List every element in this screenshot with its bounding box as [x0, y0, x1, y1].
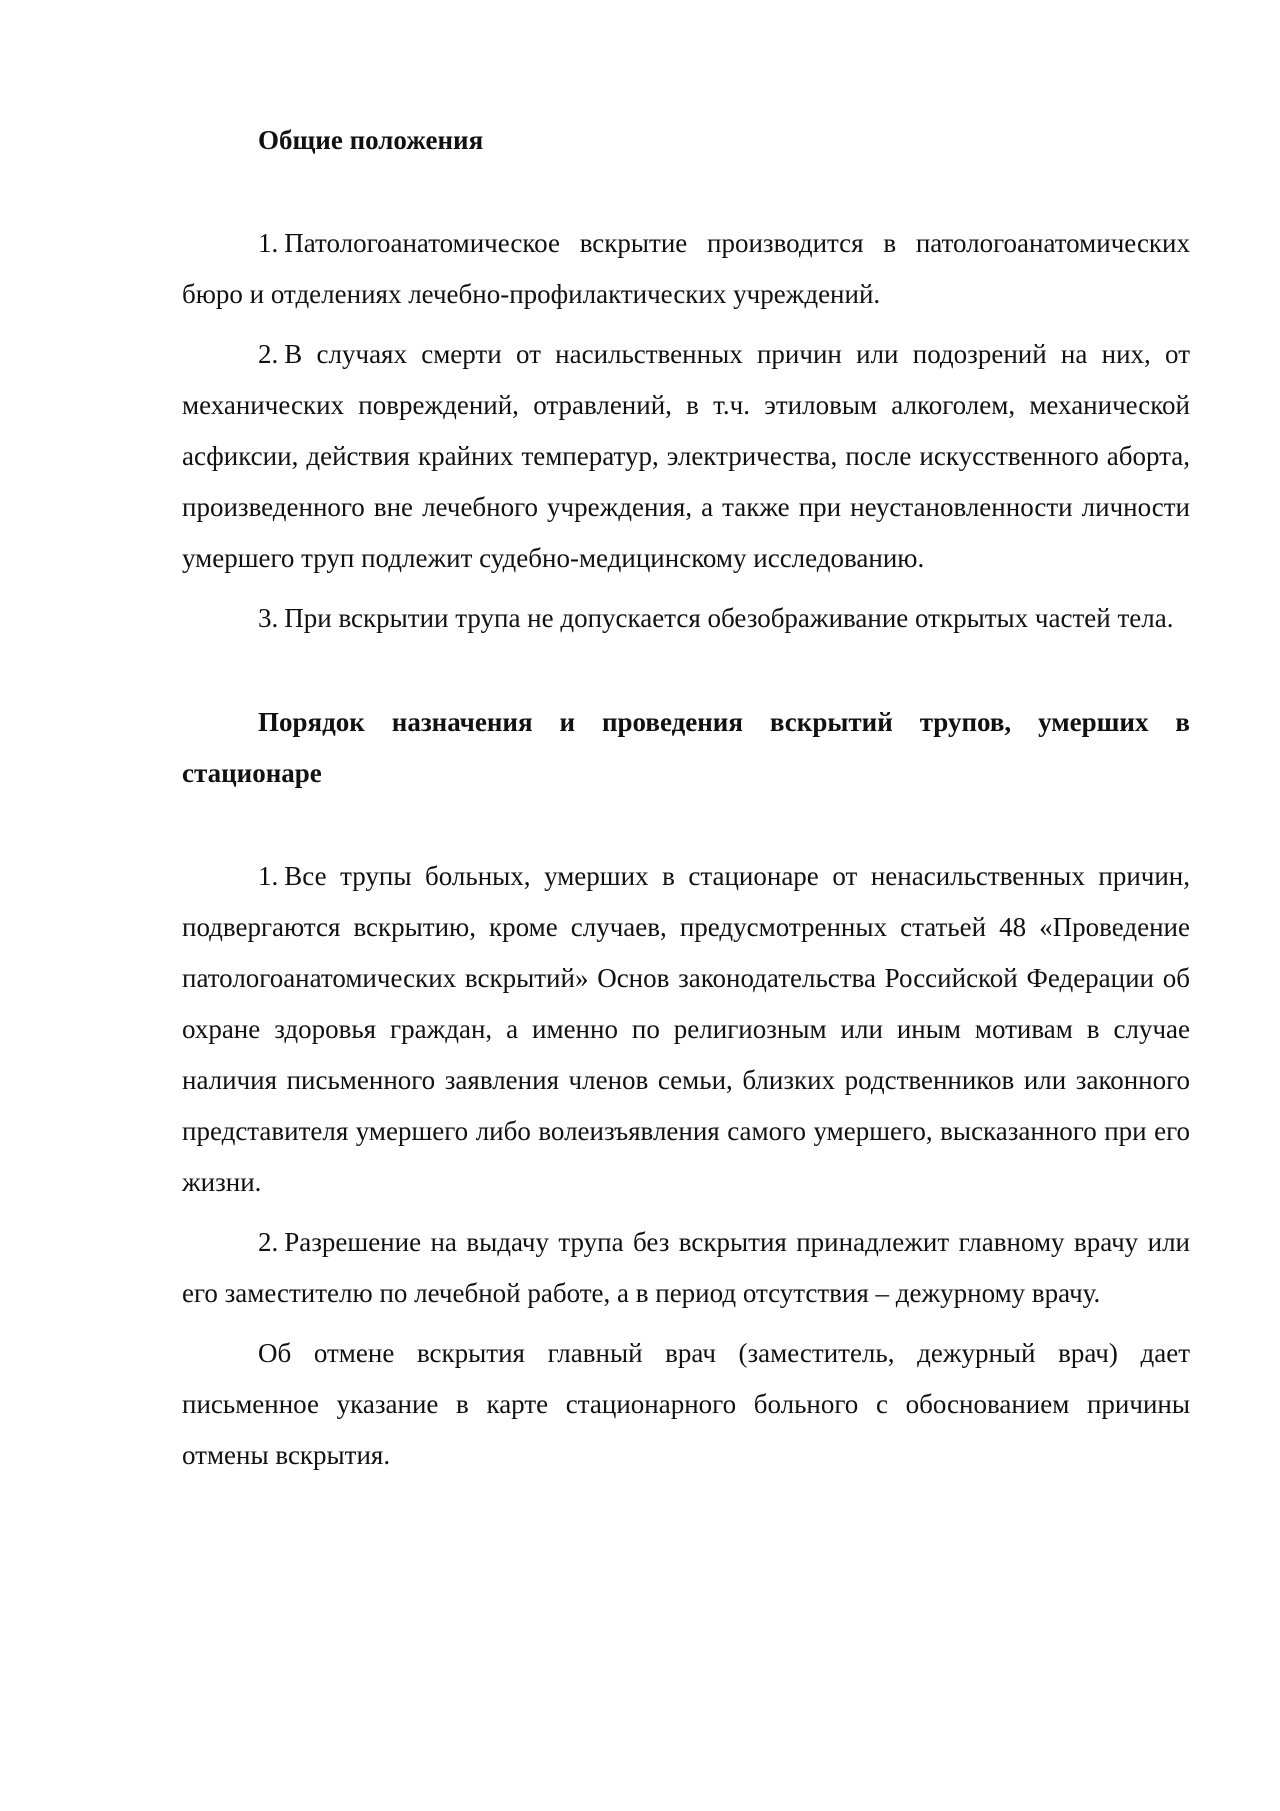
section-procedure-item-2 [182, 1217, 1190, 1319]
item-text: Разрешение на выдачу трупа без вскрытия принадлежит главному врачу или его заместителю по лечебной работе, а в период отсутствия – дежурному врачу. [182, 1227, 1190, 1308]
spacer [182, 799, 1190, 851]
section-procedure-item-1 [182, 851, 1190, 1208]
spacer [182, 1208, 1190, 1217]
item-text: Патологоанатомическое вскрытие производится в патологоанатомических бюро и отделениях лечебно-профилактических учреждений. [182, 228, 1190, 309]
item-number: 2. [258, 1227, 279, 1257]
item-number: 2. [258, 339, 279, 369]
spacer [182, 584, 1190, 593]
item-number: 1. [258, 861, 279, 891]
section-general-item-1 [182, 218, 1190, 320]
item-number: 1. [258, 228, 279, 258]
item-text: Все трупы больных, умерших в стационаре от ненасильственных причин, подвергаются вскрытию, кроме случаев, предусмотренных статьей 48 «Проведение патологоанатомических вскрытий» Основ законодательства Российской Федерации об охране здоровья граждан, а именно по религиозным или иным мотивам в случае наличия письменного заявления членов семьи, близких родственников или законного представителя умершего либо волеизъявления самого умершего, высказанного при его жизни. [182, 861, 1190, 1197]
spacer [182, 320, 1190, 329]
section-procedure-note: Об отмене вскрытия главный врач (заместитель, дежурный врач) дает письменное указание в карте стационарного больного с обоснованием причины отмены вскрытия. [182, 1338, 1190, 1470]
item-text: При вскрытии трупа не допускается обезображивание открытых частей тела. [284, 603, 1174, 633]
item-number: 3. [258, 603, 279, 633]
section-procedure-title: Порядок назначения и проведения вскрытий трупов, умерших в стационаре [182, 707, 1190, 788]
spacer [182, 166, 1190, 218]
section-general-item-2 [182, 329, 1190, 584]
section-general-title: Общие положения [258, 125, 484, 155]
section-general-item-3 [182, 593, 1190, 644]
item-text: В случаях смерти от насильственных причин или подозрений на них, от механических повреждений, отравлений, в т.ч. этиловым алкоголем, механической асфиксии, действия крайних температур, электричества, после искусственного аборта, произведенного вне лечебного учреждения, а также при неустановленности личности умершего труп подлежит судебно-медицинскому исследованию. [182, 339, 1190, 573]
spacer [182, 644, 1190, 697]
document-body [182, 110, 1190, 1481]
spacer [182, 1319, 1190, 1328]
